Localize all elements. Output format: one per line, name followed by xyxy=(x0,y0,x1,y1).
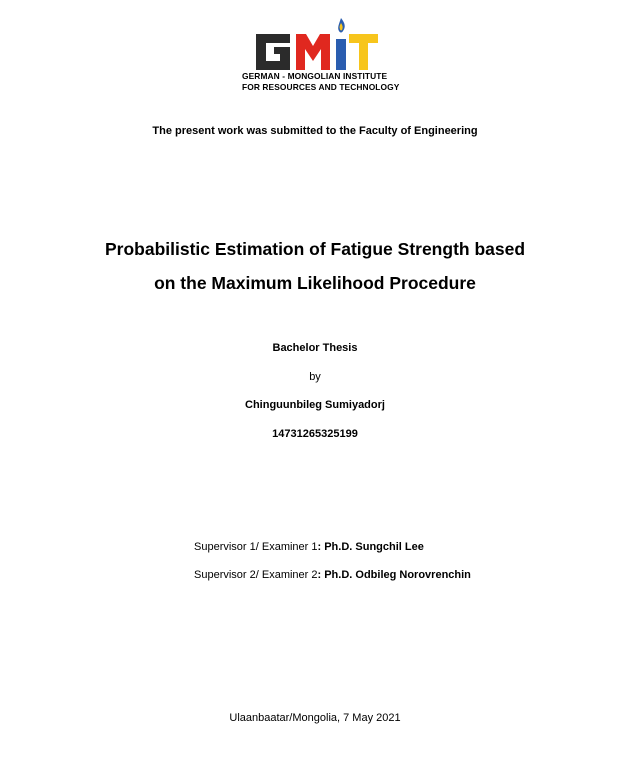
logo-letter-m xyxy=(296,34,330,70)
supervisor-2-label: Supervisor 2/ Examiner 2 xyxy=(194,569,318,581)
by-text: by xyxy=(309,371,321,383)
thesis-type: Bachelor Thesis xyxy=(272,342,358,354)
logo-letter-i xyxy=(336,39,346,70)
logo-letter-g xyxy=(256,34,290,70)
supervisor-2-name: : Ph.D. Odbileg Norovrenchin xyxy=(317,569,471,581)
logo-text-line2: FOR RESOURCES AND TECHNOLOGY xyxy=(242,82,400,92)
place-and-date: Ulaanbaatar/Mongolia, 7 May 2021 xyxy=(229,712,401,724)
thesis-title-line2: on the Maximum Likelihood Procedure xyxy=(154,273,476,293)
supervisor-1-name: : Ph.D. Sungchil Lee xyxy=(317,541,424,553)
logo-letter-t xyxy=(349,34,378,70)
logo-text-line1: GERMAN - MONGOLIAN INSTITUTE xyxy=(242,71,388,81)
thesis-title-line1: Probabilistic Estimation of Fatigue Strength based xyxy=(104,239,526,259)
supervisor-1-label: Supervisor 1/ Examiner 1 xyxy=(194,541,318,553)
student-id: 14731265325199 xyxy=(272,428,358,440)
submission-statement: The present work was submitted to the Faculty of Engineering xyxy=(152,125,478,137)
supervisor-1 xyxy=(194,541,424,553)
author-name: Chinguunbileg Sumiyadorj xyxy=(245,399,385,411)
supervisor-2 xyxy=(194,569,471,581)
